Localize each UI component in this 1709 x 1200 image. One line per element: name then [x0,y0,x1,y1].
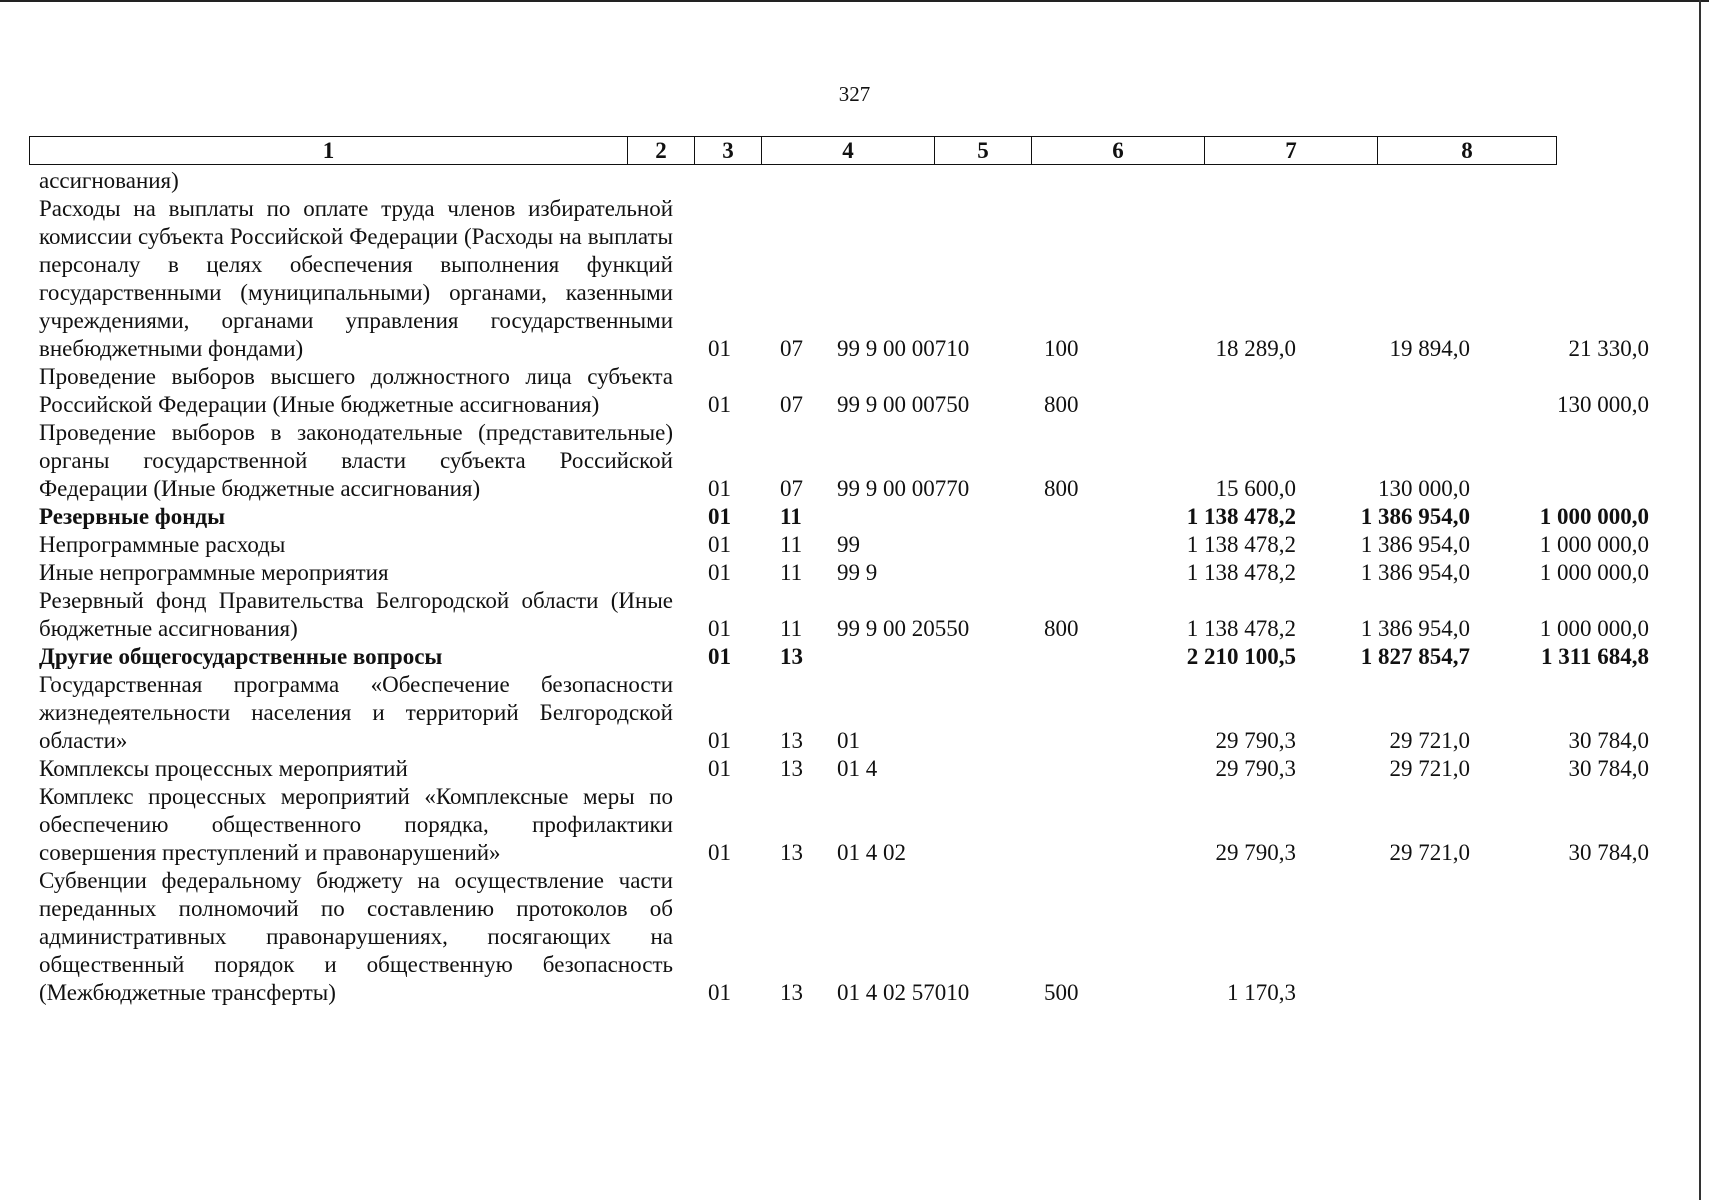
row-cell-col6: 1 138 478,2 [1186,504,1296,529]
row-cell-col5: 500 [1044,980,1079,1005]
row-cell-col3: 13 [780,644,803,669]
table-row [39,867,1679,1007]
table-row [39,587,1679,643]
row-cell-col6: 29 790,3 [1215,756,1296,781]
row-cell-col7: 29 721,0 [1389,756,1470,781]
row-cell-col2: 01 [708,476,731,501]
row-cell-col7: 29 721,0 [1389,728,1470,753]
row-cell-col8: 1 311 684,8 [1541,644,1649,669]
row-cell-col2: 01 [708,392,731,417]
table-row [39,755,1679,783]
row-cell-col4: 01 [837,728,860,753]
row-description: Субвенции федеральному бюджету на осуществление части переданных полномочий по составлению протоколов об административных правонарушениях, посягающих на общественный порядок и общественную безопасность (Межбюджетные трансферты) [39,868,673,1005]
row-cell-col7: 1 386 954,0 [1360,616,1470,641]
row-cell-col7: 1 386 954,0 [1360,532,1470,557]
row-cell-col6: 2 210 100,5 [1186,644,1296,669]
table-row [39,783,1679,867]
row-cell-col3: 07 [780,336,803,361]
row-cell-col4: 99 [837,532,860,557]
table-body [39,167,1679,1007]
row-cell-col4: 01 4 [837,756,878,781]
row-cell-col2: 01 [708,644,731,669]
row-cell-col7: 1 386 954,0 [1360,504,1470,529]
row-cell-col2: 01 [708,504,731,529]
row-cell-col2: 01 [708,728,731,753]
row-description: Комплекс процессных мероприятий «Комплексные меры по обеспечению общественного порядка, профилактики совершения преступлений и правонарушений» [39,784,673,865]
row-cell-col3: 11 [780,504,802,529]
row-description: Иные непрограммные мероприятия [39,560,389,585]
row-cell-col2: 01 [708,840,731,865]
row-cell-col5: 800 [1044,476,1079,501]
row-description: Комплексы процессных мероприятий [39,756,408,781]
row-cell-col8: 1 000 000,0 [1539,504,1649,529]
row-cell-col6: 1 138 478,2 [1186,532,1296,557]
row-cell-col6: 29 790,3 [1215,728,1296,753]
row-cell-col3: 13 [780,840,803,865]
row-cell-col4: 01 4 02 57010 [837,980,970,1005]
page-top-border [0,0,1709,2]
row-cell-col8: 1 000 000,0 [1539,616,1649,641]
row-cell-col4: 99 9 [837,560,878,585]
table-row [39,503,1679,531]
row-description: ассигнования) [39,168,179,193]
row-cell-col6: 1 138 478,2 [1186,560,1296,585]
row-cell-col3: 11 [780,616,803,641]
column-header-5: 5 [935,137,1032,165]
row-cell-col4: 99 9 00 20550 [837,616,970,641]
table-row [39,643,1679,671]
row-description: Расходы на выплаты по оплате труда членов избирательной комиссии субъекта Российской Федерации (Расходы на выплаты персоналу в целях обеспечения выполнения функций государственными (муниципальными) органами, казенными учреждениями, органами управления государственными внебюджетными фондами) [39,196,673,361]
column-header-4: 4 [762,137,935,165]
row-cell-col8: 1 000 000,0 [1539,560,1649,585]
table-row [39,531,1679,559]
column-header-table [29,136,1557,165]
row-cell-col3: 13 [780,728,803,753]
row-cell-col4: 99 9 00 00770 [837,476,970,501]
row-description: Проведение выборов в законодательные (представительные) органы государственной власти субъекта Российской Федерации (Иные бюджетные ассигнования) [39,420,673,501]
row-cell-col2: 01 [708,616,731,641]
row-description: Резервные фонды [39,504,226,529]
row-cell-col6: 29 790,3 [1215,840,1296,865]
table-row [39,419,1679,503]
page-number: 327 [838,82,871,106]
row-cell-col5: 800 [1044,392,1079,417]
row-cell-col6: 18 289,0 [1215,336,1296,361]
row-cell-col2: 01 [708,336,731,361]
row-cell-col5: 800 [1044,616,1079,641]
row-cell-col4: 99 9 00 00710 [837,336,970,361]
row-cell-col6: 1 170,3 [1227,980,1296,1005]
row-cell-col2: 01 [708,532,731,557]
column-header-3: 3 [695,137,762,165]
row-cell-col3: 07 [780,476,803,501]
row-cell-col3: 11 [780,532,803,557]
row-cell-col8: 130 000,0 [1557,392,1649,417]
row-cell-col7: 1 386 954,0 [1360,560,1470,585]
row-cell-col8: 1 000 000,0 [1539,532,1649,557]
row-cell-col7: 1 827 854,7 [1360,644,1470,669]
row-cell-col8: 30 784,0 [1568,728,1649,753]
row-description: Проведение выборов высшего должностного лица субъекта Российской Федерации (Иные бюджетные ассигнования) [39,364,673,417]
row-cell-col6: 15 600,0 [1215,476,1296,501]
row-cell-col4: 99 9 00 00750 [837,392,970,417]
row-cell-col3: 07 [780,392,803,417]
column-header-1: 1 [30,137,628,165]
row-cell-col2: 01 [708,756,731,781]
row-cell-col4: 01 4 02 [837,840,906,865]
table-row [39,559,1679,587]
column-header-7: 7 [1205,137,1378,165]
row-description: Резервный фонд Правительства Белгородской области (Иные бюджетные ассигнования) [39,588,673,641]
table-row [39,363,1679,419]
column-header-6: 6 [1032,137,1205,165]
row-cell-col7: 19 894,0 [1389,336,1470,361]
table-row [39,167,1679,195]
column-header-2: 2 [628,137,695,165]
table-row [39,195,1679,363]
row-description: Другие общегосударственные вопросы [39,644,443,669]
row-description: Непрограммные расходы [39,532,286,557]
row-cell-col7: 29 721,0 [1389,840,1470,865]
row-cell-col8: 21 330,0 [1568,336,1649,361]
column-header-row [30,137,1557,165]
table-row [39,671,1679,755]
row-cell-col6: 1 138 478,2 [1186,616,1296,641]
row-cell-col3: 13 [780,980,803,1005]
row-description: Государственная программа «Обеспечение безопасности жизнедеятельности населения и территорий Белгородской области» [39,672,673,753]
row-cell-col3: 13 [780,756,803,781]
column-header-8: 8 [1378,137,1557,165]
row-cell-col3: 11 [780,560,803,585]
row-cell-col7: 130 000,0 [1378,476,1470,501]
row-cell-col2: 01 [708,560,731,585]
row-cell-col5: 100 [1044,336,1079,361]
row-cell-col2: 01 [708,980,731,1005]
row-cell-col8: 30 784,0 [1568,840,1649,865]
page-right-border [1699,0,1701,1200]
row-cell-col8: 30 784,0 [1568,756,1649,781]
